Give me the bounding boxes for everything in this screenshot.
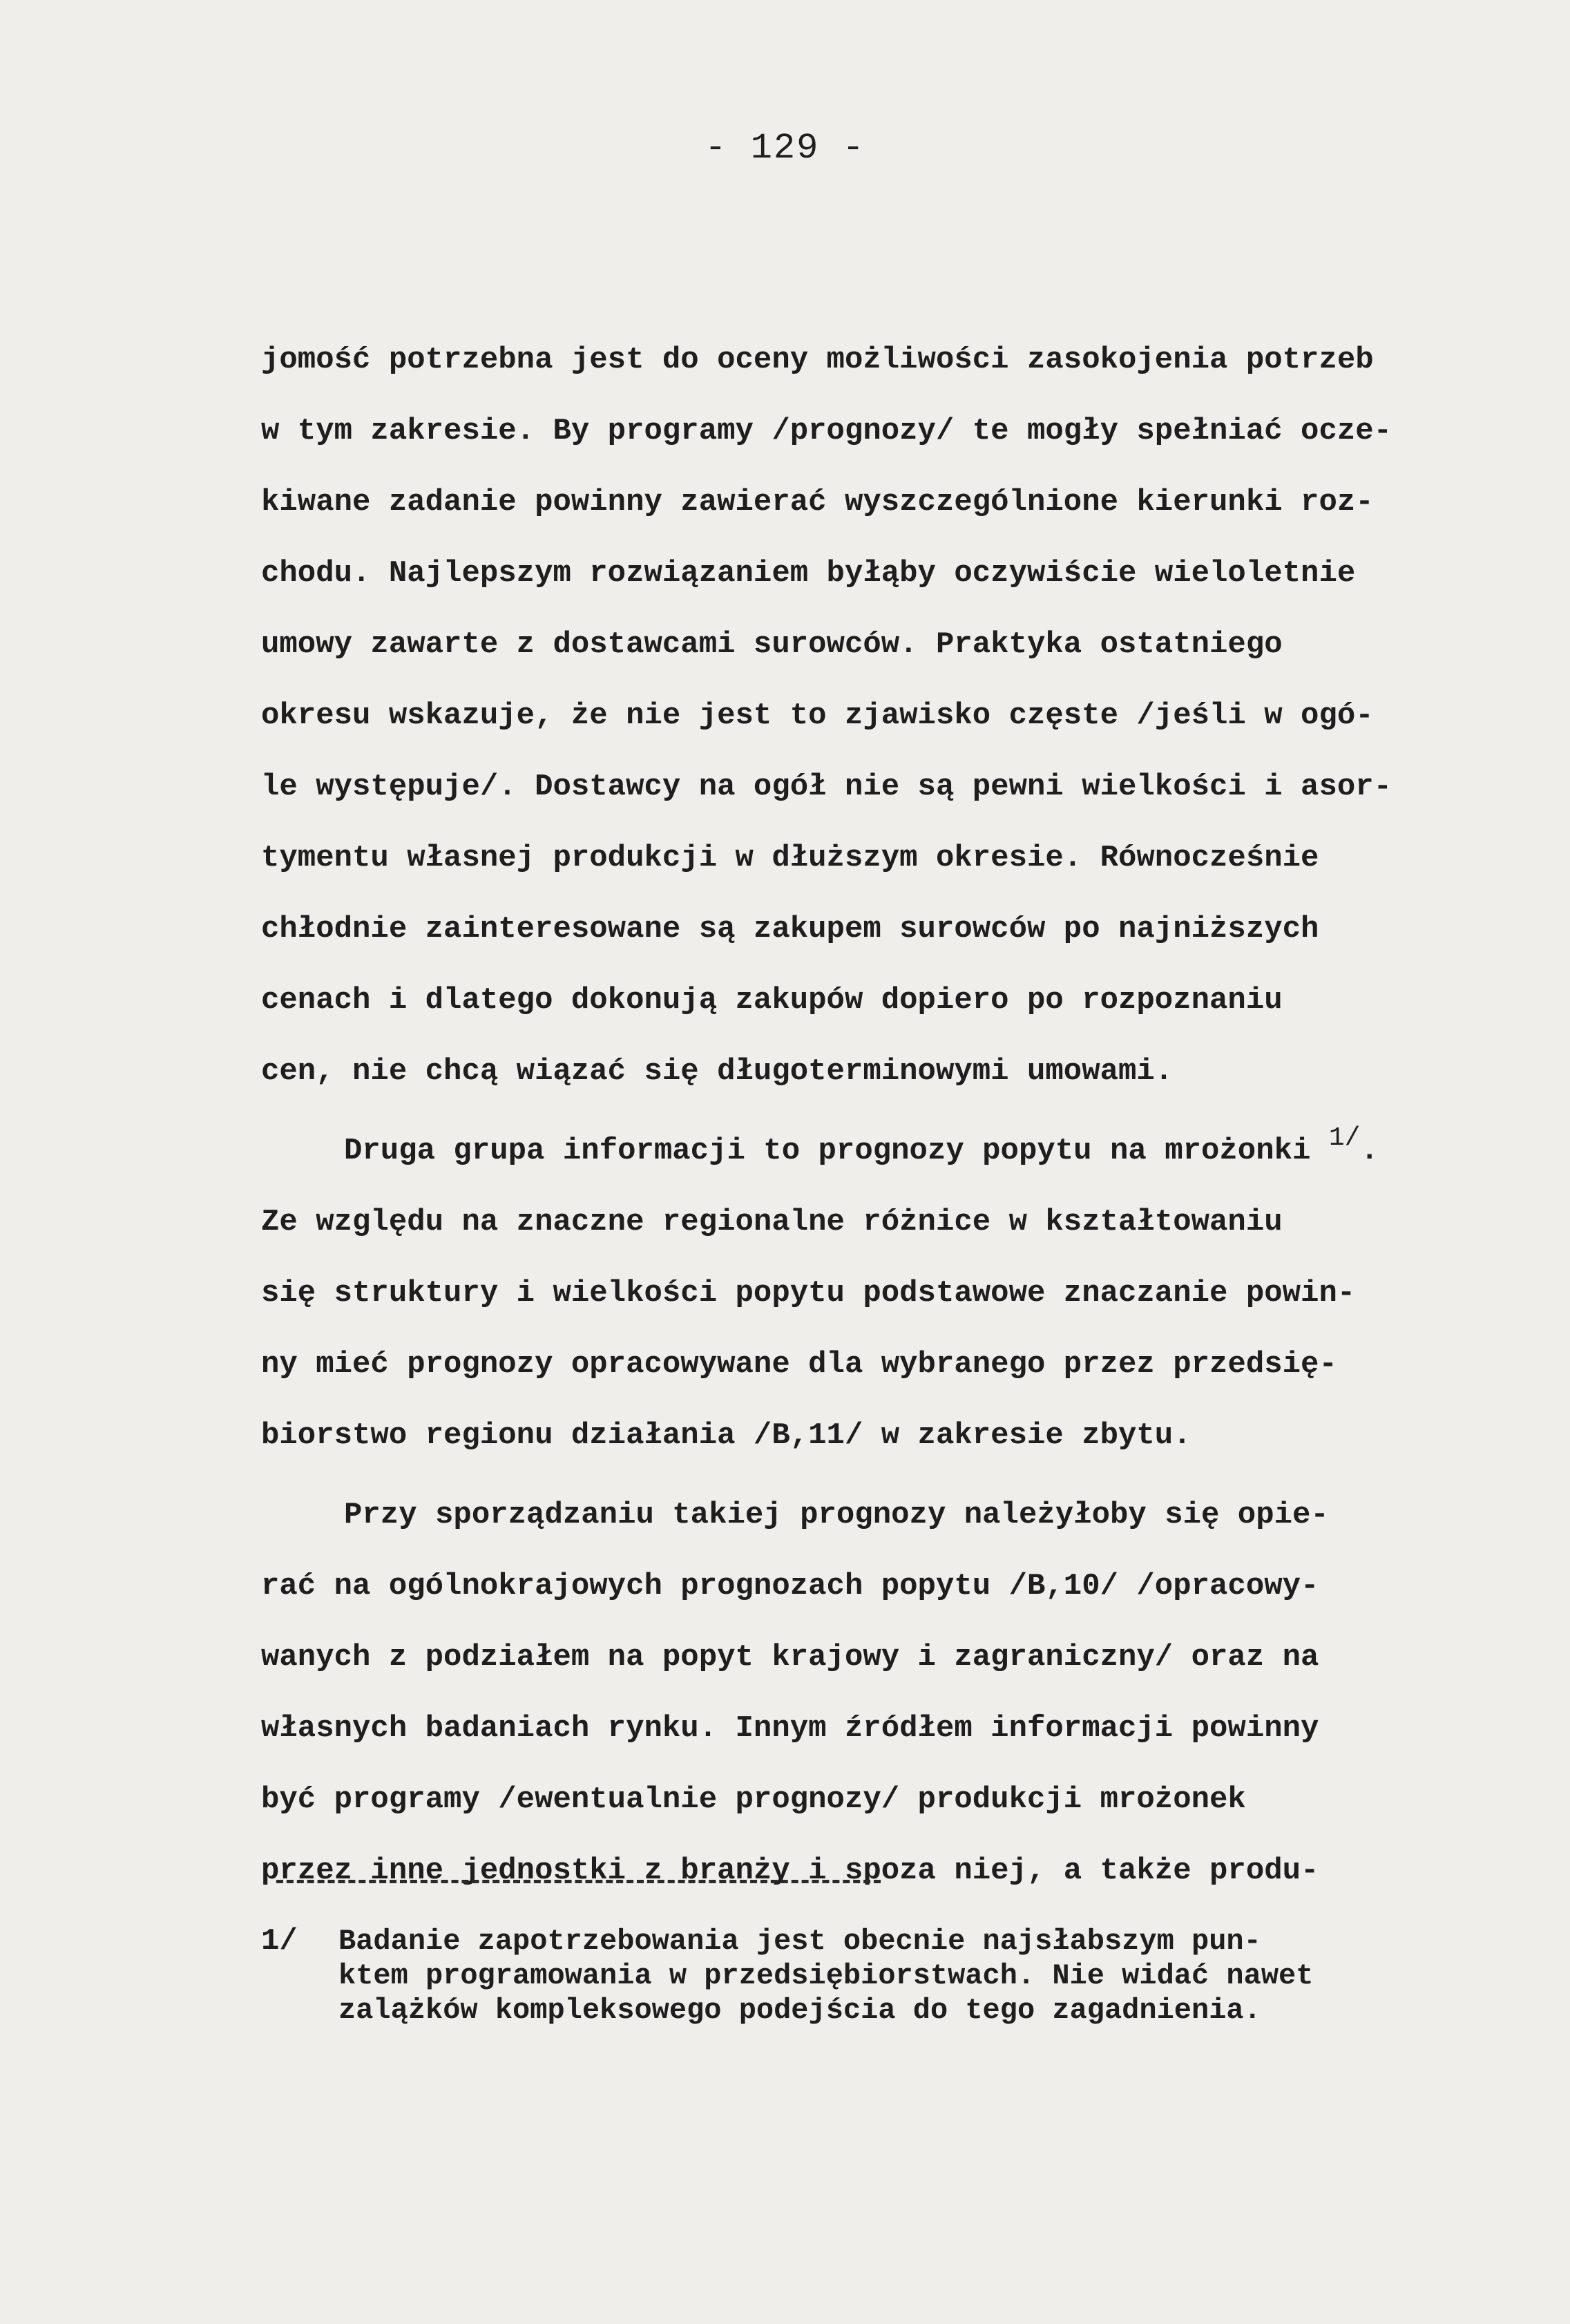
footnote-text	[338, 1924, 1560, 2028]
body-line: biorstwo regionu działania /B,11/ w zakresie zbytu.	[261, 1418, 1191, 1453]
body-line: rać na ogólnokrajowych prognozach popytu /B,10/ /opracowy-	[261, 1569, 1319, 1603]
paragraph-2-lead-text: Druga grupa informacji to prognozy popytu na mrożonki	[344, 1134, 1329, 1168]
paragraph-3-first-line: Przy sporządzaniu takiej prognozy należyłoby się opie-	[344, 1498, 1329, 1532]
body-line: cenach i dlatego dokonują zakupów dopiero po rozpoznaniu	[261, 983, 1283, 1018]
footnote	[261, 1924, 1560, 2028]
footnote-separator	[276, 1880, 881, 1883]
paragraph-2-period: .	[1360, 1134, 1379, 1168]
footnote-row	[261, 1924, 1560, 2028]
body-line: ny mieć prognozy opracowywane dla wybranego przez przedsię-	[261, 1347, 1337, 1382]
body-line: chodu. Najlepszym rozwiązaniem byłąby oczywiście wieloletnie	[261, 556, 1356, 591]
body-line: się struktury i wielkości popytu podstawowe znaczanie powin-	[261, 1276, 1356, 1311]
body-line: przez inne jednostki z branży i spoza niej, a także produ-	[261, 1854, 1319, 1888]
body-line: kiwane zadanie powinny zawierać wyszczególnione kierunki roz-	[261, 485, 1374, 520]
body-line: umowy zawarte z dostawcami surowców. Praktyka ostatniego	[261, 627, 1283, 662]
body-line: być programy /ewentualnie prognozy/ produkcji mrożonek	[261, 1782, 1246, 1817]
body-line: własnych badaniach rynku. Innym źródłem informacji powinny	[261, 1711, 1319, 1746]
page-number: - 129 -	[705, 128, 865, 169]
footnote-marker: 1/	[261, 1924, 298, 1959]
footnote-line: ktem programowania w przedsiębiorstwach. Nie widać nawet	[338, 1959, 1314, 1992]
footnote-line: Badanie zapotrzebowania jest obecnie najsłabszym pun-	[338, 1925, 1261, 1958]
body-line: le występuje/. Dostawcy na ogół nie są pewni wielkości i asor-	[261, 770, 1392, 804]
footnote-line: zalążków kompleksowego podejścia do tego zagadnienia.	[338, 1994, 1261, 2027]
body-line: w tym zakresie. By programy /prognozy/ te mogły spełniać ocze-	[261, 414, 1392, 448]
body-line: chłodnie zainteresowane są zakupem surowców po najniższych	[261, 912, 1319, 946]
body-line: Ze względu na znaczne regionalne różnice w kształtowaniu	[261, 1205, 1283, 1239]
footnote-reference: 1/	[1328, 1123, 1361, 1153]
body-line: okresu wskazuje, że nie jest to zjawisko częste /jeśli w ogó-	[261, 698, 1374, 733]
body-line: wanych z podziałem na popyt krajowy i zagraniczny/ oraz na	[261, 1640, 1319, 1675]
body-line: cen, nie chcą wiązać się długoterminowymi umowami.	[261, 1054, 1174, 1089]
body-line: jomość potrzebna jest do oceny możliwości zasokojenia potrzeb	[261, 343, 1374, 377]
body-line: tymentu własnej produkcji w dłuższym okresie. Równocześnie	[261, 841, 1319, 875]
paragraph-2-first-line	[261, 1116, 1553, 1187]
body-text	[261, 325, 1553, 1907]
